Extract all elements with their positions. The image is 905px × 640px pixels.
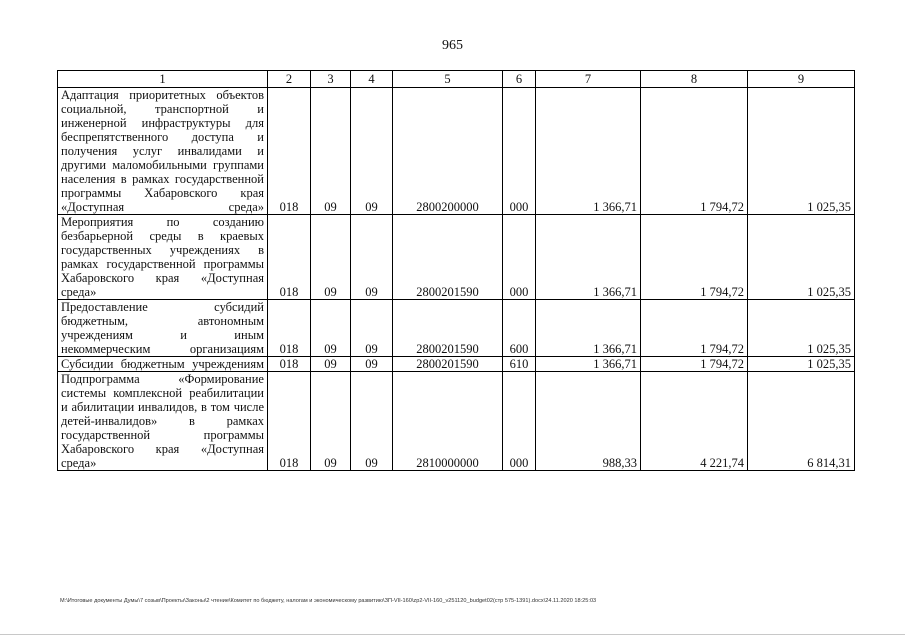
expense-type-code: 610 — [503, 357, 536, 372]
value-col7: 988,33 — [536, 372, 641, 471]
col-header: 2 — [268, 71, 311, 88]
section-code: 09 — [311, 372, 351, 471]
col-header: 5 — [393, 71, 503, 88]
col-header: 4 — [351, 71, 393, 88]
ministry-code: 018 — [268, 300, 311, 357]
page-number: 965 — [442, 38, 463, 53]
col-header: 8 — [641, 71, 748, 88]
value-col7: 1 366,71 — [536, 300, 641, 357]
expense-type-code: 000 — [503, 88, 536, 215]
row-name: Мероприятия по созданию безбарьерной среды в краевых государственных учреждениях в рамках государственной программы Хабаровского края «Доступная среда» — [58, 215, 268, 300]
ministry-code: 018 — [268, 215, 311, 300]
expense-type-code: 000 — [503, 372, 536, 471]
col-header: 1 — [58, 71, 268, 88]
target-code: 2810000000 — [393, 372, 503, 471]
value-col7: 1 366,71 — [536, 88, 641, 215]
value-col8: 1 794,72 — [641, 88, 748, 215]
section-code: 09 — [311, 88, 351, 215]
ministry-code: 018 — [268, 357, 311, 372]
document-path-footer: М:\Итоговые документы Думы\7 созыв\Проекты\Законы\2 чтение\Комитет по бюджету, налогам и экономическому развитию\ЗП-VII-160\zp2-VII-160_v251120_budget02(стр 575-1391).docx\24.11.2020 18:25:03 — [60, 598, 597, 604]
target-code: 2800201590 — [393, 357, 503, 372]
expense-type-code: 000 — [503, 215, 536, 300]
header-row — [58, 71, 855, 88]
section-code: 09 — [311, 357, 351, 372]
col-header: 9 — [748, 71, 855, 88]
subsection-code: 09 — [351, 88, 393, 215]
subsection-code: 09 — [351, 300, 393, 357]
table-row — [58, 357, 855, 372]
section-code: 09 — [311, 215, 351, 300]
ministry-code: 018 — [268, 88, 311, 215]
row-name: Подпрограмма «Формирование системы комплексной реабилитации и абилитации инвалидов, в том числе детей-инвалидов» в рамках государственной программы Хабаровского края «Доступная среда» — [58, 372, 268, 471]
value-col8: 1 794,72 — [641, 300, 748, 357]
value-col7: 1 366,71 — [536, 357, 641, 372]
table-row — [58, 372, 855, 471]
value-col9: 6 814,31 — [748, 372, 855, 471]
col-header: 6 — [503, 71, 536, 88]
target-code: 2800201590 — [393, 300, 503, 357]
col-header: 3 — [311, 71, 351, 88]
target-code: 2800201590 — [393, 215, 503, 300]
value-col8: 1 794,72 — [641, 215, 748, 300]
col-header: 7 — [536, 71, 641, 88]
budget-table — [57, 70, 855, 471]
table-row — [58, 215, 855, 300]
table-row — [58, 88, 855, 215]
value-col8: 1 794,72 — [641, 357, 748, 372]
page-bottom-rule — [0, 634, 905, 635]
subsection-code: 09 — [351, 215, 393, 300]
expense-type-code: 600 — [503, 300, 536, 357]
row-name: Адаптация приоритетных объектов социальной, транспортной и инженерной инфраструктуры для беспрепятственного доступа и получения услуг инвалидами и другими маломобильными группами населения в рамках государственной программы Хабаровского края «Доступная среда» — [58, 88, 268, 215]
value-col8: 4 221,74 — [641, 372, 748, 471]
row-name: Предоставление субсидий бюджетным, автономным учреждениям и иным некоммерческим организациям — [58, 300, 268, 357]
value-col9: 1 025,35 — [748, 215, 855, 300]
value-col9: 1 025,35 — [748, 357, 855, 372]
row-name: Субсидии бюджетным учреждениям — [58, 357, 268, 372]
target-code: 2800200000 — [393, 88, 503, 215]
value-col9: 1 025,35 — [748, 300, 855, 357]
subsection-code: 09 — [351, 357, 393, 372]
section-code: 09 — [311, 300, 351, 357]
ministry-code: 018 — [268, 372, 311, 471]
value-col9: 1 025,35 — [748, 88, 855, 215]
table-row — [58, 300, 855, 357]
value-col7: 1 366,71 — [536, 215, 641, 300]
subsection-code: 09 — [351, 372, 393, 471]
